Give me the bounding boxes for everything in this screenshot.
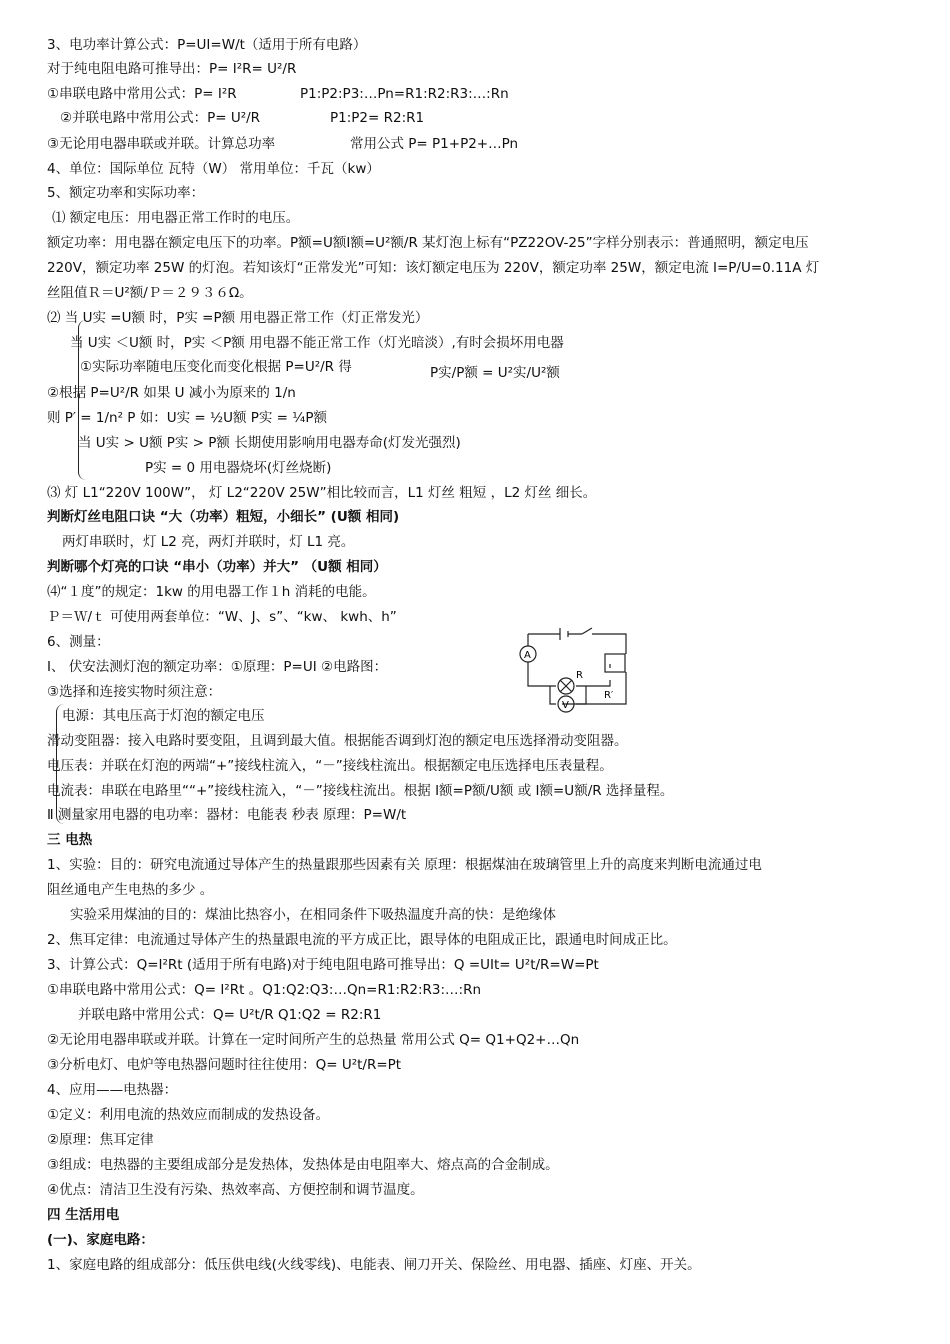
text-line: ②并联电路中常用公式：P= U²/R <box>60 110 261 126</box>
text-line: ①实际功率随电压变化而变化根据 P=U²/R 得 <box>80 359 352 375</box>
text-line: ④优点：清洁卫生没有污染、热效率高、方便控制和调节温度。 <box>47 1182 424 1198</box>
text-line: ①串联电路中常用公式：Q= I²Rt 。Q1:Q2:Q3:…Qn=R1:R2:R3:…:Rn <box>47 982 482 998</box>
text-line: 电流表：串联在电路里““+”接线柱流入，“－”接线柱流出。根据 I额=P额/U额 或 I额=U额/R 选择量程。 <box>47 783 674 799</box>
text-line: 1、家庭电路的组成部分：低压供电线(火线零线)、电能表、闸刀开关、保险丝、用电器、插座、灯座、开关。 <box>47 1257 701 1273</box>
text-line: 3、电功率计算公式：P=UI=W/t（适用于所有电路） <box>47 37 367 53</box>
text-line: 6、测量： <box>47 634 110 650</box>
text-line: P实 = 0 用电器烧坏(灯丝烧断) <box>145 460 332 476</box>
text-line: ③无论用电器串联或并联。计算总功率 <box>47 136 276 152</box>
text-line: ①定义：利用电流的热效应而制成的发热设备。 <box>47 1107 330 1123</box>
text-line: P1:P2:P3:…Pn=R1:R2:R3:…:Rn <box>300 86 509 102</box>
text-line: P1:P2= R2:R1 <box>330 110 425 126</box>
text-line: ⑷“１度”的规定：1kw 的用电器工作１h 消耗的电能。 <box>47 584 376 600</box>
text-line: 则 P′ = 1/n² P 如：U实 = ½U额 P实 = ¼P额 <box>47 410 328 426</box>
text-line: ⑶ 灯 L1“220V 100W”， 灯 L2“220V 25W”相比较而言，L1 灯丝 粗短 ，L2 灯丝 细长。 <box>47 485 597 501</box>
text-line: 阻丝通电产生电热的多少 。 <box>47 882 214 898</box>
subsection-heading: (一)、家庭电路： <box>47 1232 154 1248</box>
text-line: 丝阻值Ｒ＝U²额/Ｐ＝２９３６Ω。 <box>47 285 253 301</box>
text-line: ③组成：电热器的主要组成部分是发热体，发热体是由电阻率大、熔点高的合金制成。 <box>47 1157 559 1173</box>
text-line: 4、单位：国际单位 瓦特（W） 常用单位：千瓦（kw） <box>47 161 380 177</box>
text-line: Ⅱ 测量家用电器的电功率：器材：电能表 秒表 原理：P=W/t <box>47 807 407 823</box>
text-line: Ⅰ、 伏安法测灯泡的额定功率：①原理：P=UI ②电路图： <box>47 659 388 675</box>
ammeter-label: A <box>524 650 531 661</box>
text-line: 两灯串联时，灯 L2 亮，两灯并联时，灯 L1 亮。 <box>62 534 355 550</box>
text-line: ③选择和连接实物时须注意： <box>47 684 222 700</box>
text-line: ②无论用电器串联或并联。计算在一定时间所产生的总热量 常用公式 Q= Q1+Q2+…Qn <box>47 1032 580 1048</box>
text-line: 当 U实 > U额 P实 > P额 长期使用影响用电器寿命(灯发光强烈) <box>78 435 461 451</box>
text-line: 1、实验：目的：研究电流通过导体产生的热量跟那些因素有关 原理：根据煤油在玻璃管里上升的高度来判断电流通过电 <box>47 857 762 873</box>
text-line: 对于纯电阻电路可推导出：P= I²R= U²/R <box>47 61 297 77</box>
text-line: 并联电路中常用公式：Q= U²t/R Q1:Q2 = R2:R1 <box>78 1007 382 1023</box>
text-line: 额定功率：用电器在额定电压下的功率。P额=U额I额=U²额/R 某灯泡上标有“PZ22OV-25”字样分别表示：普通照明，额定电压 <box>47 235 809 251</box>
text-line: 3、计算公式：Q=I²Rt (适用于所有电路)对于纯电阻电路可推导出：Q =UIt= U²t/R=W=Pt <box>47 957 599 973</box>
voltmeter-label: V <box>562 700 569 711</box>
lamp-label: R <box>576 670 583 681</box>
text-line: 判断灯丝电阻口诀 “大（功率）粗短，小细长” (U额 相同) <box>47 509 400 525</box>
text-line: 2、焦耳定律：电流通过导体产生的热量跟电流的平方成正比，跟导体的电阻成正比，跟通电时间成正比。 <box>47 932 677 948</box>
text-line: 5、额定功率和实际功率： <box>47 185 205 201</box>
text-line: 当 U实 ＜U额 时，P实 ＜P额 用电器不能正常工作（灯光暗淡）,有时会损坏用电器 <box>70 335 564 351</box>
text-line: Ｐ＝Ｗ/ｔ 可使用两套单位：“W、J、s”、“kw、 kwh、h” <box>47 609 397 625</box>
rheostat-icon <box>605 654 625 672</box>
text-line: 电源：其电压高于灯泡的额定电压 <box>62 708 265 724</box>
section-heading: 三 电热 <box>47 832 93 848</box>
formula: P实/P额 = U²实/U²额 <box>430 365 560 381</box>
text-line: 220V，额定功率 25W 的灯泡。若知该灯“正常发光”可知：该灯额定电压为 220V，额定功率 25W，额定电流 I=P/U=0.11A 灯 <box>47 260 820 276</box>
text-line: ②根据 P=U²/R 如果 U 减小为原来的 1/n <box>47 385 296 401</box>
text-line: ②原理：焦耳定律 <box>47 1132 154 1148</box>
section-heading: 四 生活用电 <box>47 1207 120 1223</box>
text-line: 电压表：并联在灯泡的两端“+”接线柱流入，“－”接线柱流出。根据额定电压选择电压表量程。 <box>47 758 613 774</box>
text-line: ⑴ 额定电压：用电器正常工作时的电压。 <box>52 210 300 226</box>
text-line: ①串联电路中常用公式：P= I²R <box>47 86 237 102</box>
text-line: ⑵ 当 U实 =U额 时，P实 =P额 用电器正常工作（灯正常发光） <box>47 310 429 326</box>
switch-icon <box>582 628 592 634</box>
text-line: 4、应用——电热器： <box>47 1082 178 1098</box>
circuit-diagram <box>512 624 642 714</box>
text-line: 常用公式 P= P1+P2+…Pn <box>350 136 519 152</box>
text-line: 判断哪个灯亮的口诀 “串小（功率）并大” （U额 相同） <box>47 559 387 575</box>
rheostat-label: R′ <box>604 690 614 701</box>
text-line: ③分析电灯、电炉等电热器问题时往往使用：Q= U²t/R=Pt <box>47 1057 402 1073</box>
text-line: 实验采用煤油的目的：煤油比热容小，在相同条件下吸热温度升高的快：是绝缘体 <box>70 907 556 923</box>
text-line: 滑动变阻器：接入电路时要变阻，且调到最大值。根据能否调到灯泡的额定电压选择滑动变阻器。 <box>47 733 628 749</box>
